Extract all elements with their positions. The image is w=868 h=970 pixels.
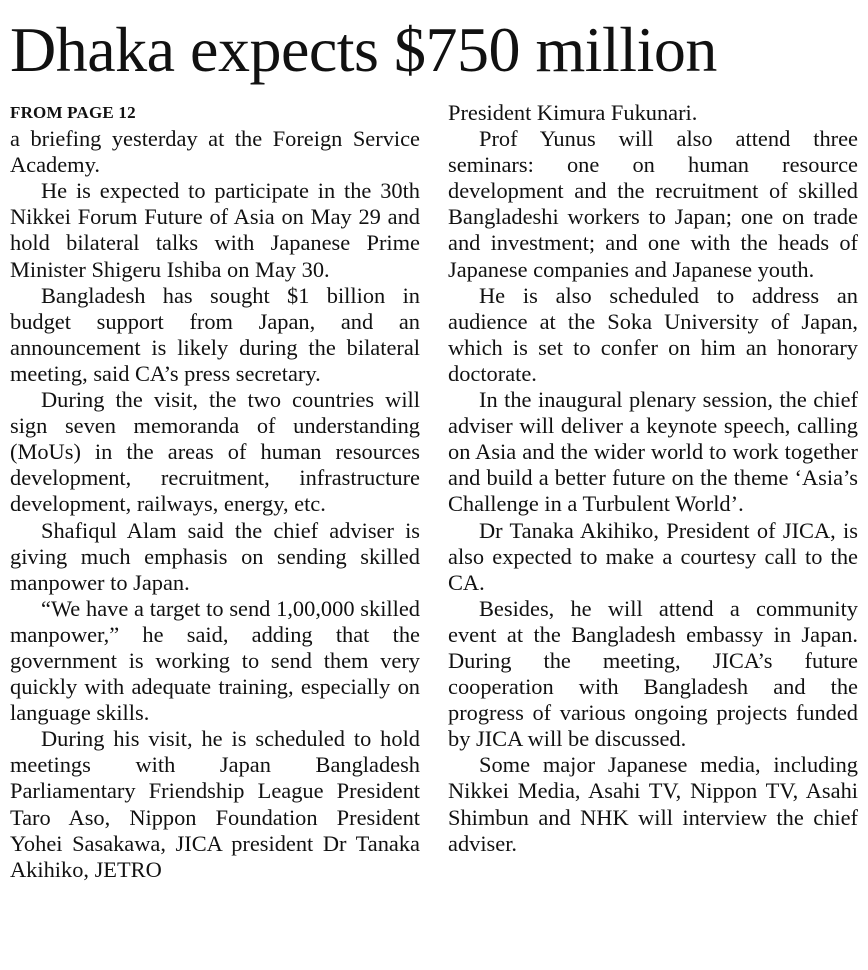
article-headline: Dhaka expects $750 million <box>10 14 717 85</box>
article-paragraph: President Kimura Fukunari. <box>448 100 698 125</box>
article-paragraph: a briefing yesterday at the Foreign Service Academy. <box>10 126 420 178</box>
article-paragraph: Dr Tanaka Akihiko, President of JICA, is also expected to make a courtesy call to the CA. <box>448 517 858 595</box>
article-paragraph: He is expected to participate in the 30th Nikkei Forum Future of Asia on May 29 and hold bilateral talks with Japanese Prime Minister Shigeru Ishiba on May 30. <box>10 178 420 282</box>
article-paragraph: Bangladesh has sought $1 billion in budget support from Japan, and an announcement is likely during the bilateral meeting, said CA’s press secretary. <box>10 282 420 386</box>
article-paragraph: During the visit, the two countries will sign seven memoranda of understanding (MoUs) in the areas of human resources development, recruitment, infrastructure development, railways, energy, etc. <box>10 387 420 517</box>
article-paragraph: Prof Yunus will also attend three seminars: one on human resource development and the recruitment of skilled Bangladeshi workers to Japan; one on trade and investment; and one with the heads of Japanese companies and Japanese youth. <box>448 126 858 282</box>
article-paragraph: Some major Japanese media, including Nikkei Media, Asahi TV, Nippon TV, Asahi Shimbun and NHK will interview the chief adviser. <box>448 752 858 856</box>
article-paragraph: He is also scheduled to address an audience at the Soka University of Japan, which is set to confer on him an honorary doctorate. <box>448 282 858 386</box>
article-column-right <box>448 100 858 857</box>
article-paragraph: Shafiqul Alam said the chief adviser is giving much emphasis on sending skilled manpower to Japan. <box>10 517 420 595</box>
article-paragraph: During his visit, he is scheduled to hold meetings with Japan Bangladesh Parliamentary Friendship League President Taro Aso, Nippon Foundation President Yohei Sasakawa, JICA president Dr Tanaka Akihiko, JETRO <box>10 726 420 882</box>
article-column-left <box>10 100 420 883</box>
article-paragraph: Besides, he will attend a community event at the Bangladesh embassy in Japan. During the meeting, JICA’s future cooperation with Bangladesh and the progress of various ongoing projects funded by JICA will be discussed. <box>448 595 858 752</box>
article-paragraph: In the inaugural plenary session, the chief adviser will deliver a keynote speech, calling on Asia and the wider world to work together and build a better future on the theme ‘Asia’s Challenge in a Turbulent World’. <box>448 387 858 517</box>
article-paragraph: “We have a target to send 1,00,000 skilled manpower,” he said, adding that the government is working to send them very quickly with adequate training, especially on language skills. <box>10 595 420 726</box>
jump-label: FROM PAGE 12 <box>10 103 136 122</box>
